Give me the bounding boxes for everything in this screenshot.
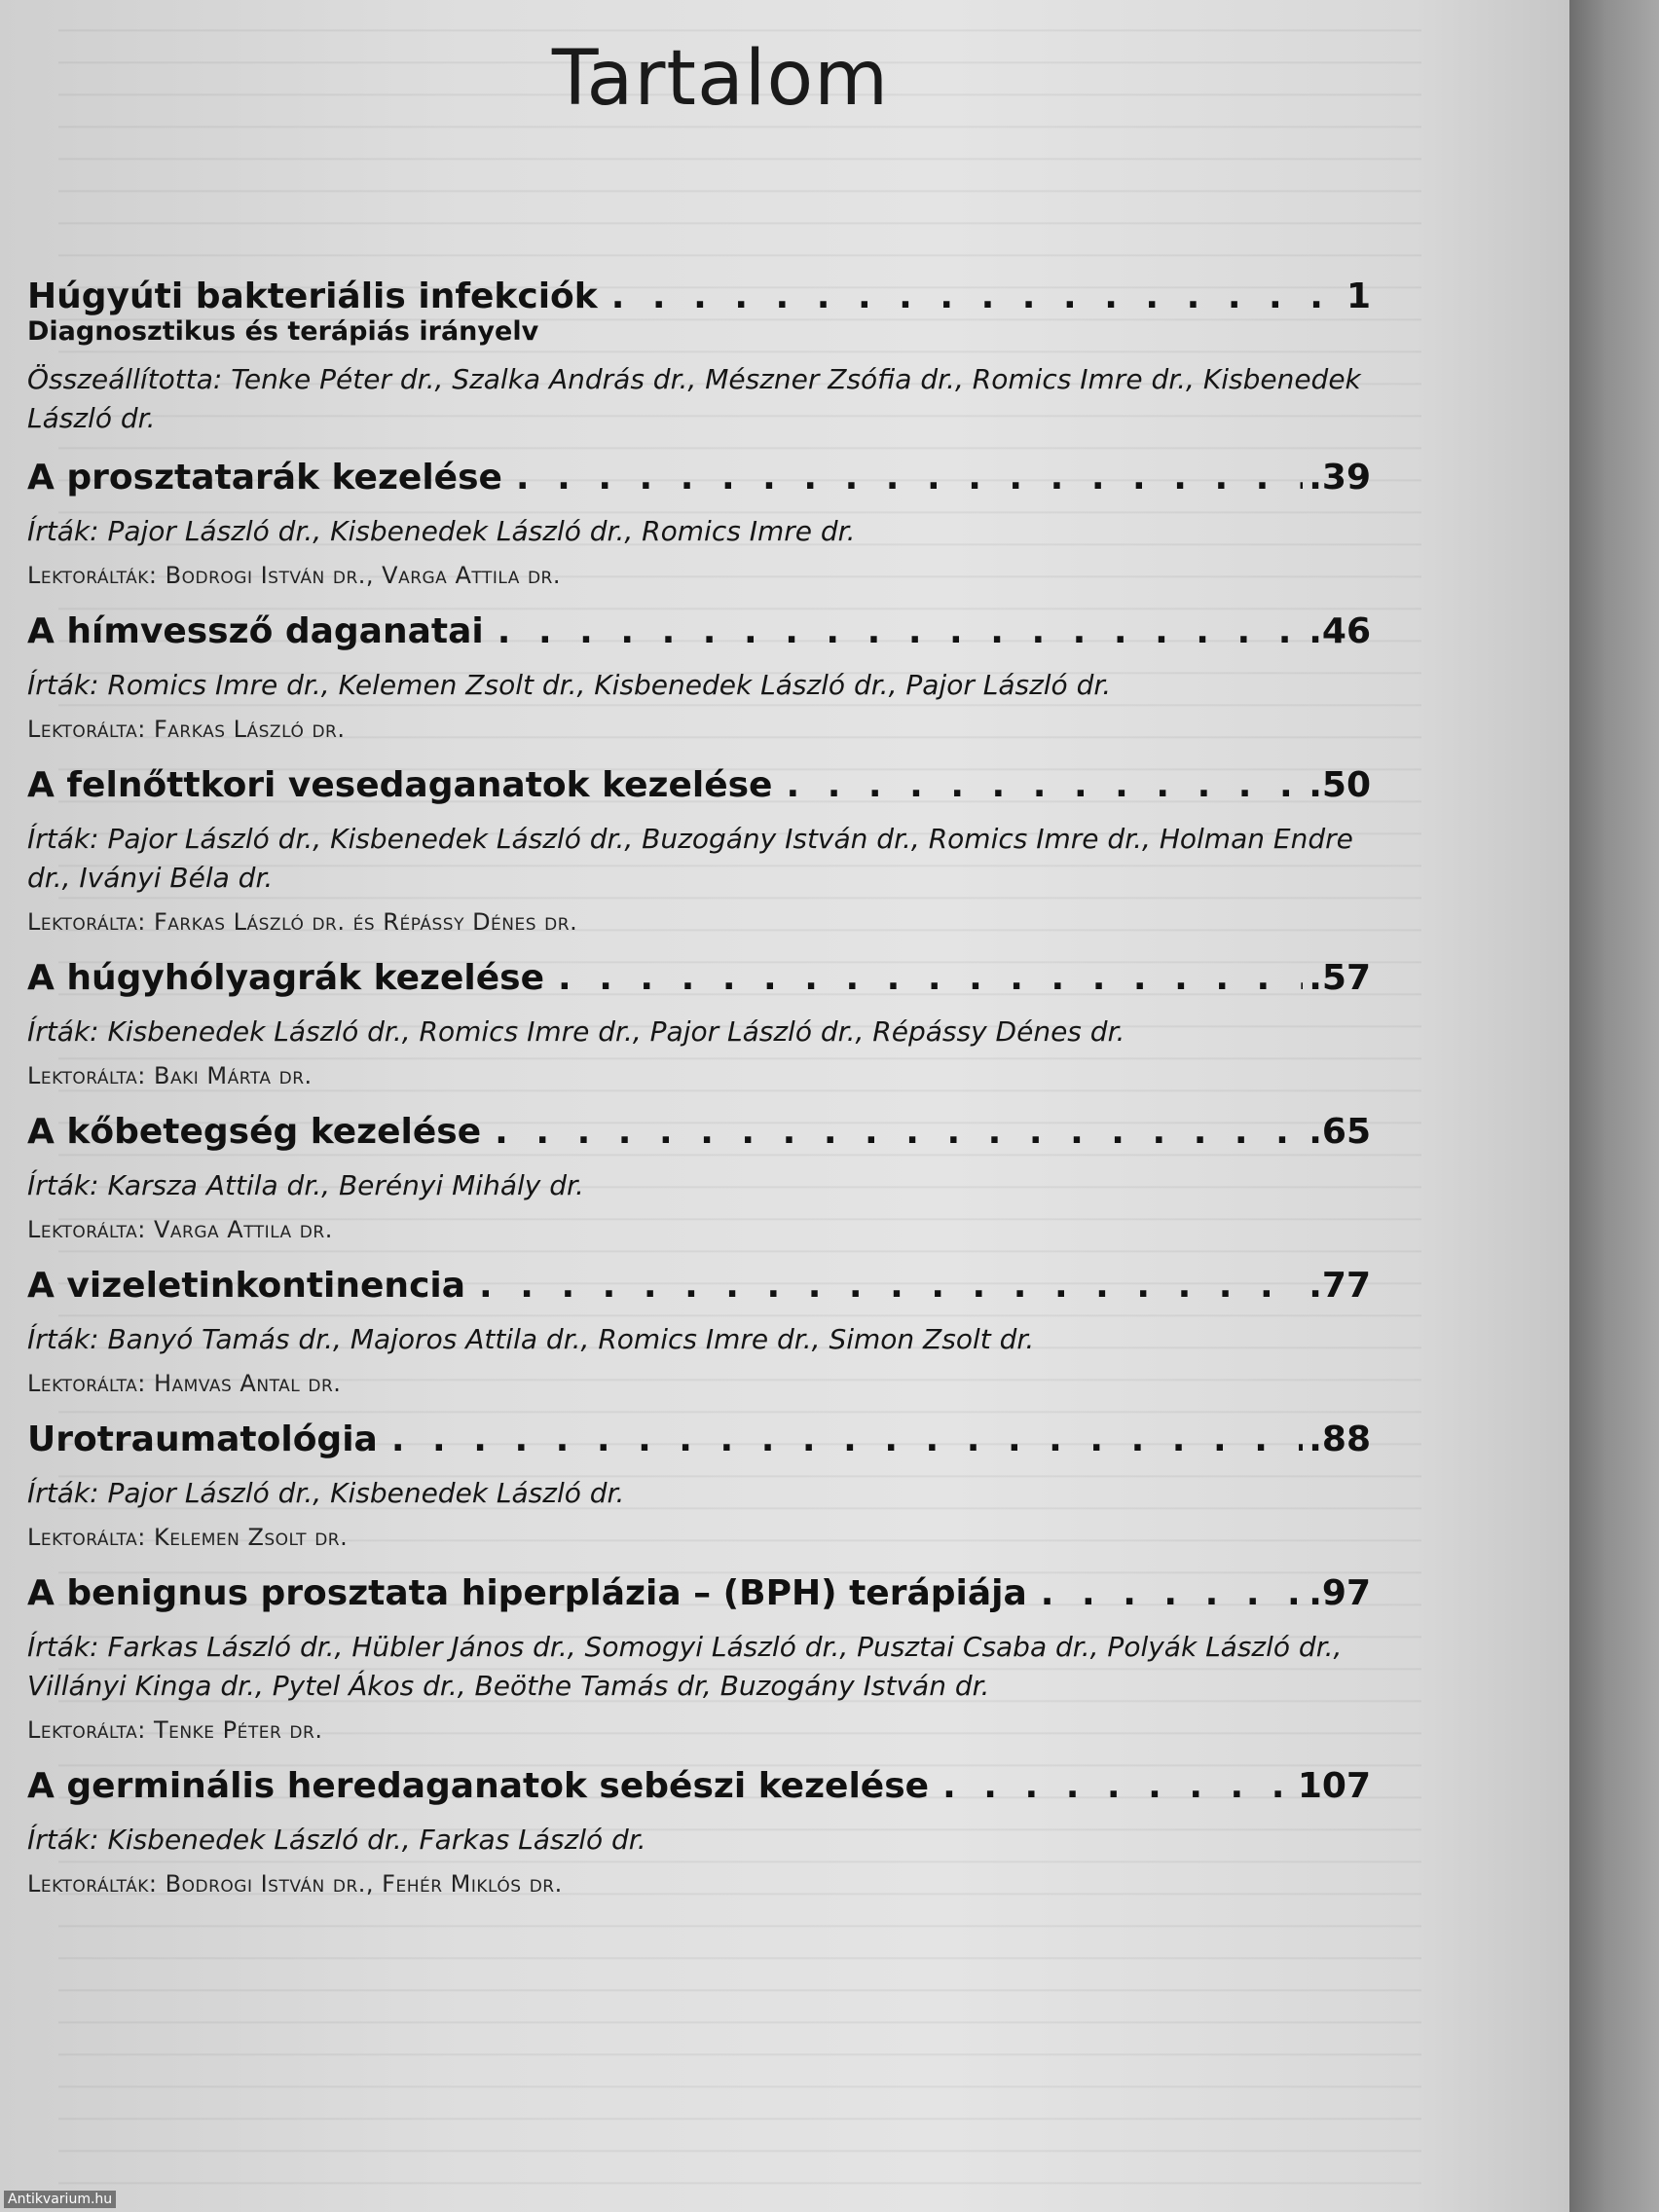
toc-entry-page: .77	[1309, 1266, 1371, 1306]
toc-entry-title: A benignus prosztata hiperplázia – (BPH) terápiája	[27, 1573, 1027, 1613]
toc-entry-authors: Írták: Banyó Tamás dr., Majoros Attila dr., Romics Imre dr., Simon Zsolt dr.	[27, 1323, 1035, 1355]
toc-entry-title: A germinális heredaganatok sebészi kezelése	[27, 1766, 930, 1806]
table-of-contents	[27, 275, 1371, 1918]
toc-entry-page: .65	[1309, 1112, 1371, 1152]
toc-entry-reviewers: Lektorálta: Farkas László dr.	[27, 716, 346, 743]
toc-entry-title: A prosztatarák kezelése	[27, 458, 502, 498]
toc-entry-authors: Írták: Kisbenedek László dr., Farkas László dr.	[27, 1824, 646, 1856]
toc-entry-page: .39	[1309, 458, 1371, 498]
toc-entry-page: .46	[1309, 611, 1371, 651]
watermark: Antikvarium.hu	[4, 2191, 116, 2208]
toc-entry-subtitle: Diagnosztikus és terápiás irányelv	[27, 316, 539, 347]
page-title: Tartalom	[551, 35, 890, 123]
dot-leader	[516, 456, 1303, 500]
toc-entry	[27, 1264, 1371, 1400]
toc-entry-title-line	[27, 1264, 1371, 1309]
toc-entry	[27, 763, 1371, 939]
toc-entry-title-line	[27, 1110, 1371, 1155]
dot-leader	[611, 275, 1341, 319]
toc-entry-authors: Írták: Kisbenedek László dr., Romics Imre dr., Pajor László dr., Répássy Dénes dr.	[27, 1015, 1125, 1048]
toc-entry-reviewers: Lektorálta: Tenke Péter dr.	[27, 1716, 323, 1744]
toc-entry-title-line	[27, 609, 1371, 654]
toc-entry-authors: Írták: Pajor László dr., Kisbenedek László dr., Buzogány István dr., Romics Imre dr., Holman Endre dr., Iványi Béla dr.	[27, 823, 1353, 894]
dot-leader	[391, 1418, 1303, 1462]
toc-entry-title-line	[27, 456, 1371, 500]
toc-entry-reviewers: Lektorálta: Farkas László dr. és Répássy Dénes dr.	[27, 908, 578, 936]
toc-entry-page: 1	[1346, 276, 1371, 316]
dot-leader	[558, 956, 1303, 1001]
toc-entry-page: .50	[1309, 765, 1371, 805]
toc-entry-authors: Írták: Romics Imre dr., Kelemen Zsolt dr., Kisbenedek László dr., Pajor László dr.	[27, 669, 1112, 701]
toc-entry-title-line	[27, 1764, 1371, 1809]
dot-leader	[942, 1764, 1292, 1809]
toc-entry-reviewers: Lektorálta: Varga Attila dr.	[27, 1216, 333, 1243]
toc-entry-title: A vizeletinkontinencia	[27, 1266, 466, 1306]
toc-entry-title: A felnőttkori vesedaganatok kezelése	[27, 765, 773, 805]
toc-entry	[27, 1110, 1371, 1246]
toc-entry-title-line	[27, 956, 1371, 1001]
dot-leader	[495, 1110, 1303, 1155]
toc-entry	[27, 1571, 1371, 1747]
toc-entry-reviewers: Lektorálta: Hamvas Antal dr.	[27, 1370, 342, 1397]
toc-entry-authors: Írták: Pajor László dr., Kisbenedek László dr., Romics Imre dr.	[27, 515, 856, 547]
toc-entry-reviewers: Lektorálták: Bodrogi István dr., Varga Attila dr.	[27, 562, 561, 589]
toc-entry-title: A húgyhólyagrák kezelése	[27, 958, 544, 998]
toc-entry-page: .57	[1309, 958, 1371, 998]
toc-entry-title-line	[27, 275, 1371, 319]
toc-entry	[27, 1764, 1371, 1900]
toc-entry-title-line	[27, 1418, 1371, 1462]
page-edge-shadow	[1569, 0, 1659, 2212]
dot-leader	[498, 609, 1303, 654]
toc-entry-title: A hímvessző daganatai	[27, 611, 484, 651]
toc-entry	[27, 1418, 1371, 1554]
toc-entry-page: .97	[1309, 1573, 1371, 1613]
toc-entry-title: A kőbetegség kezelése	[27, 1112, 482, 1152]
toc-entry-reviewers: Lektorálta: Kelemen Zsolt dr.	[27, 1524, 349, 1551]
toc-entry-authors: Összeállította: Tenke Péter dr., Szalka András dr., Mészner Zsófia dr., Romics Imre dr., Kisbenedek László dr.	[27, 363, 1361, 434]
toc-entry	[27, 956, 1371, 1092]
toc-entry	[27, 456, 1371, 592]
toc-entry-title-line	[27, 1571, 1371, 1616]
toc-entry-page: .88	[1309, 1419, 1371, 1459]
dot-leader	[786, 763, 1303, 808]
toc-entry-reviewers: Lektorálta: Baki Márta dr.	[27, 1062, 313, 1089]
dot-leader	[1041, 1571, 1303, 1616]
toc-entry-title: Húgyúti bakteriális infekciók	[27, 276, 598, 316]
toc-entry-title-line	[27, 763, 1371, 808]
toc-entry-page: 107	[1297, 1766, 1371, 1806]
toc-entry	[27, 275, 1371, 438]
toc-entry-authors: Írták: Pajor László dr., Kisbenedek László dr.	[27, 1477, 625, 1509]
dot-leader	[479, 1264, 1303, 1309]
toc-entry-title: Urotraumatológia	[27, 1419, 378, 1459]
toc-entry	[27, 609, 1371, 746]
toc-entry-authors: Írták: Farkas László dr., Hübler János dr., Somogyi László dr., Pusztai Csaba dr., Polyák László dr., Villányi Kinga dr., Pytel Ákos dr., Beöthe Tamás dr, Buzogány István dr.	[27, 1631, 1343, 1702]
toc-entry-reviewers: Lektorálták: Bodrogi István dr., Fehér Miklós dr.	[27, 1870, 563, 1898]
toc-entry-authors: Írták: Karsza Attila dr., Berényi Mihály dr.	[27, 1169, 584, 1201]
